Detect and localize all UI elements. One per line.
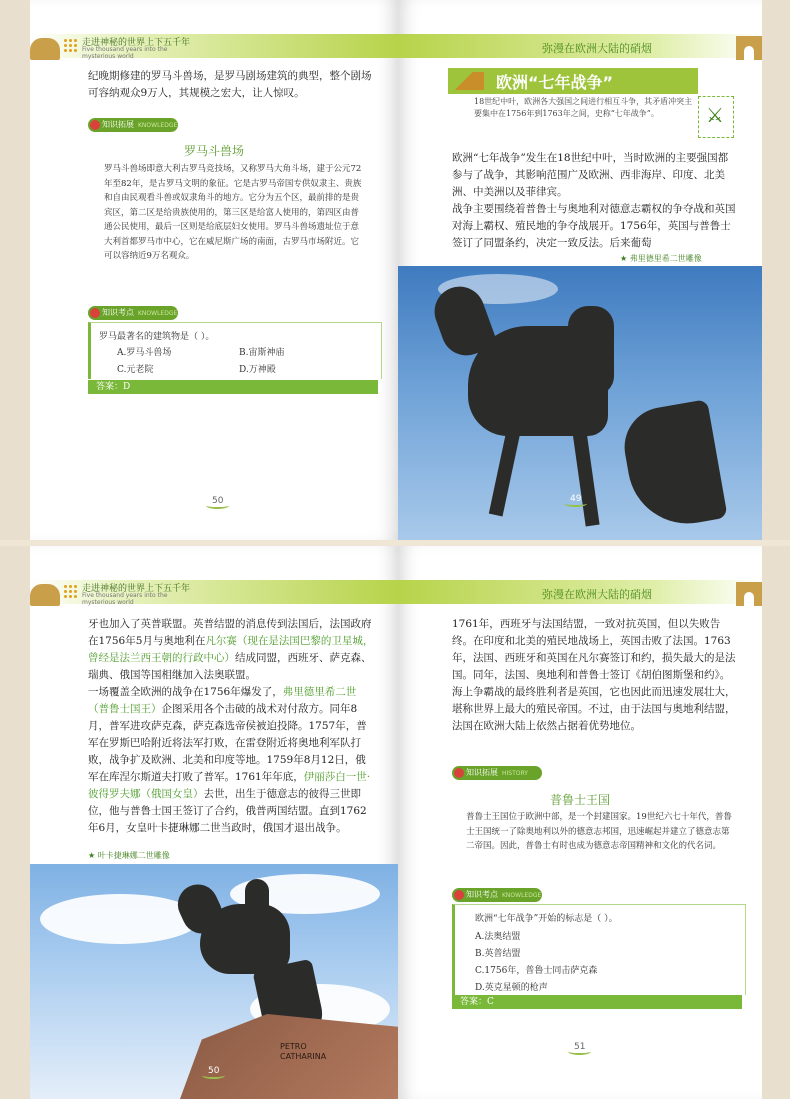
quiz-option-b: B.宙斯神庙	[239, 348, 285, 358]
statue-photo	[398, 266, 762, 540]
article-lead: 18世纪中叶，欧洲各大强国之间进行相互斗争，其矛盾冲突主要集中在1756年到1763年之间，史称“七年战争”。	[474, 97, 693, 118]
rider	[568, 306, 614, 396]
pedestal-inscription	[280, 1042, 326, 1062]
series-logo-title: 走进神秘的世界上下五千年	[82, 38, 191, 48]
gate-icon	[736, 36, 762, 60]
page-50-bottom	[30, 546, 398, 1099]
photo-caption: ★ 弗里德里希二世雕像	[620, 254, 702, 263]
intro-paragraph: 纪晚期修建的罗马斗兽场，是罗马剧场建筑的典型，整个剧场可容纳观众9万人，其规模之宏大，让人惊叹。	[88, 70, 372, 99]
section-title: 普鲁士王国	[549, 793, 610, 807]
quiz-box	[452, 904, 746, 995]
quiz-tag-en: KNOWLEDGE	[502, 892, 542, 899]
background-edge	[762, 0, 790, 540]
knowledge-tag-label: 知识拓展	[102, 120, 134, 129]
text-run: 一场覆盖全欧洲的战争在1756年爆发了，	[88, 686, 283, 698]
quiz-option-d: D.英克星顿的枪声	[475, 983, 548, 993]
knowledge-tag	[88, 118, 178, 132]
page-51	[398, 546, 762, 1099]
quiz-tag-label: 知识考点	[102, 308, 134, 317]
gate-icon	[736, 582, 762, 606]
quiz-tag-label: 知识考点	[466, 890, 498, 899]
knowledge-tag-en: KNOWLEDGE	[138, 122, 178, 129]
page-header	[30, 580, 398, 604]
text-run: 结成同盟，西班牙、萨克森、瑞典、俄国等国相继加入法奥联盟。	[88, 652, 372, 681]
quiz-option-b: B.英普结盟	[475, 949, 521, 959]
cloud	[40, 894, 200, 944]
quiz-tag-en: KNOWLEDGE	[138, 310, 178, 317]
horse-leg	[489, 426, 521, 517]
photo-caption-text: 弗里德里希二世雕像	[629, 254, 702, 263]
section-title: 罗马斗兽场	[183, 144, 244, 158]
photo-caption-text: 叶卡捷琳娜二世雕像	[97, 851, 170, 860]
page-number: 51	[574, 1042, 586, 1052]
chapter-title: 弥漫在欧洲大陆的硝烟	[542, 42, 652, 55]
quiz-option-c: C.元老院	[117, 365, 154, 375]
inscription-line-2: CATHARINA	[280, 1052, 327, 1061]
page-49	[398, 0, 762, 540]
rider	[245, 879, 269, 939]
link-versailles[interactable]: 凡尔赛（现在是法国巴黎的卫星城，曾经是法兰西王朝的行政中心）	[88, 635, 374, 664]
sphinx-icon	[30, 584, 60, 606]
knowledge-tag-label: 知识拓展	[466, 768, 498, 777]
dots-icon	[63, 584, 77, 598]
text-run: 去世，出生于德意志的彼得三世即位，他与普鲁士国王签订了合约，俄普两国结盟。直到1762年6月，女皇叶卡捷琳娜二世当政时，俄国才退出战争。	[88, 788, 367, 834]
pyramids-icon	[444, 72, 484, 90]
paragraph-1: 1761年，西班牙与法国结盟，一致对抗英国，但以失败告终。在印度和北美的殖民地战场上，英国击败了法国。1763年，法国、西班牙和英国在凡尔赛签订和约，损失最大的是法国。同年，法国、奥地利和普鲁士签订《胡伯图斯堡和约》。海上争霸战的最终胜利者是英国，它也因此而迅速发展壮大，堪称世界上最大的殖民帝国。不过，由于法国与奥地利结盟，法国在欧洲大陆上依然占据着优势地位。	[452, 618, 736, 732]
quiz-option-a: A.罗马斗兽场	[117, 348, 172, 358]
quiz-tag	[88, 306, 178, 320]
quiz-option-c: C.1756年，普鲁士同击萨克森	[475, 966, 598, 976]
text-run: 牙也加入了英普联盟。英普结盟的消息传到法国后，法国政府在1756年5月与奥地利在	[88, 618, 372, 647]
page-50	[30, 0, 398, 540]
section-text: 普鲁士王国位于欧洲中部，是一个封建国家。19世纪六七十年代，普鲁士王国统一了除奥地利以外的德意志邦国，迅速崛起并建立了德意志第二帝国。因此，普鲁士有时也成为德意志帝国精神和文化的代名词。	[466, 812, 732, 851]
article-title: 欧洲“七年战争”	[496, 73, 614, 92]
inscription-line-1: PETRO	[280, 1042, 307, 1051]
war-paragraph-1	[88, 616, 376, 684]
series-logo-subtitle: Five thousand years into the mysterious world	[82, 46, 168, 60]
quiz-answer: 答案：C	[452, 995, 742, 1009]
page-number: 49	[570, 494, 582, 504]
page-number: 50	[208, 1066, 220, 1076]
series-logo-title: 走进神秘的世界上下五千年	[82, 584, 191, 594]
page-header	[398, 34, 762, 58]
page-number: 50	[212, 496, 224, 506]
paragraph-1: 欧洲“七年战争”发生在18世纪中叶，当时欧洲的主要强国都参与了战争，其影响范围广及欧洲、西非海岸、印度、北美洲、中美洲以及菲律宾。	[452, 152, 729, 198]
knowledge-tag	[452, 766, 542, 780]
paragraph-2: 战争主要围绕着普鲁士与奥地利对德意志霸权的争夺战和英国对海上霸权、殖民地的争夺战展开。1756年，英国与普鲁士签订了同盟条约，决定一致反法。后来葡萄	[452, 203, 736, 249]
photo-caption: ★ 叶卡捷琳娜二世雕像	[88, 851, 170, 860]
article-title-bar	[448, 68, 698, 94]
quiz-option-a: A.法奥结盟	[475, 932, 521, 942]
quiz-question: 欧洲“七年战争”开始的标志是（ ）。	[475, 914, 618, 924]
page-header	[398, 580, 762, 604]
helmet-icon	[698, 96, 734, 138]
quiz-answer: 答案：D	[88, 380, 378, 394]
quiz-box	[88, 322, 382, 379]
link-elizabeth[interactable]: 伊丽莎白一世·彼得罗夫娜（俄国女皇）	[88, 771, 371, 800]
section-text: 罗马斗兽场即意大利古罗马竞技场，又称罗马大角斗场，建于公元72年至82年，是古罗马文明的象征。它是古罗马帝国专供奴隶主、贵族和自由民观看斗兽或奴隶角斗的地方。它分为五个区，最前排的是贵宾区，第二区是给贵族使用的，第三区是给富人使用的，第四区由普通公民使用，最后一区则是给底层妇女使用。罗马斗兽场遗址位于意大利首都罗马市中心，它在威尼斯广场的南面，古罗马市场附近。它可以容纳近9万名观众。	[104, 164, 362, 261]
statue-photo	[30, 864, 398, 1099]
war-paragraph-2	[88, 684, 376, 837]
chapter-title: 弥漫在欧洲大陆的硝烟	[542, 588, 652, 601]
background-edge	[0, 0, 30, 540]
text-run: 企图采用各个击破的战术对付敌方。同年8月，普军进攻萨克森，萨克森选帝侯被迫投降。1757年，普军在罗斯巴哈附近将法军打败，在雷登附近将奥地利军队打败，战争扩及欧洲、北美和印度等地。1759年8月12日，俄军在库涅尔斯道夫打败了普军。1761年年底，	[88, 703, 367, 783]
background-edge	[0, 546, 30, 1099]
horse-tail	[618, 399, 727, 533]
sphinx-icon	[30, 38, 60, 60]
link-frederick[interactable]: 弗里德里希二世（普鲁士国王）	[88, 686, 357, 715]
quiz-option-d: D.万神殿	[239, 365, 276, 375]
background-edge	[762, 546, 790, 1099]
series-logo-subtitle: Five thousand years into the mysterious world	[82, 592, 168, 606]
page-header	[30, 34, 398, 58]
quiz-question: 罗马最著名的建筑物是（ ）。	[99, 332, 215, 342]
top-spread	[0, 0, 790, 540]
bottom-spread	[0, 546, 790, 1099]
dots-icon	[63, 38, 77, 52]
quiz-tag	[452, 888, 542, 902]
knowledge-tag-en: HISTORY	[502, 770, 528, 777]
